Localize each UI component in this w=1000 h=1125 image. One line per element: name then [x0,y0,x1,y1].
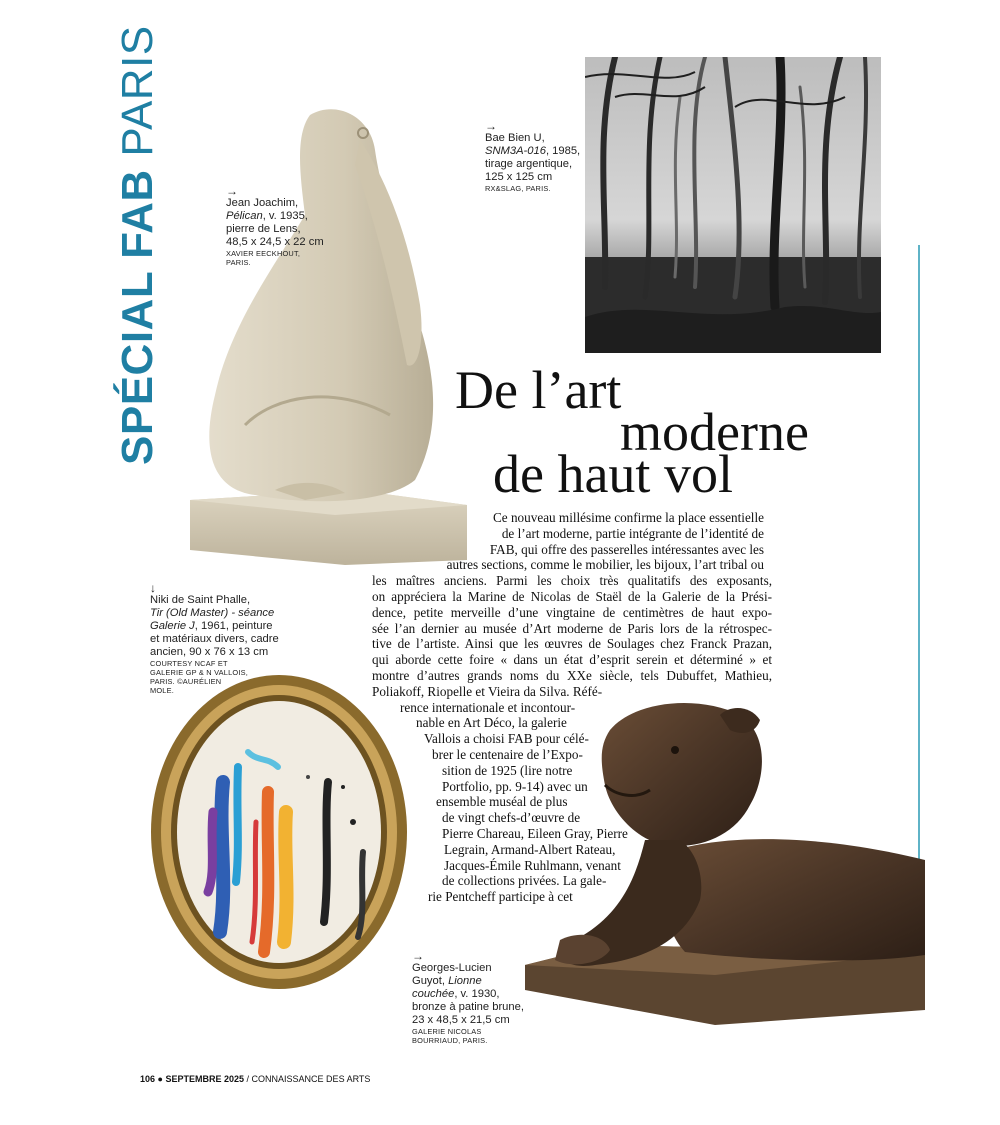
caption-niki-author: Niki de Saint Phalle, [150,594,251,606]
arrow-right-icon: → [226,184,238,198]
caption-lionne-details3: 23 x 48,5 x 21,5 cm [412,1014,510,1026]
body-line: FAB, qui offre des passerelles intéressantes avec les [489,541,764,557]
body-line: ensemble muséal de plus [436,794,568,810]
caption-niki-credit1: COURTESY NCAF ET [150,659,228,668]
body-line: nable en Art Déco, la galerie [416,715,567,731]
body-line: de vingt chefs-d’œuvre de [442,810,581,826]
body-line: brer le centenaire de l’Expo- [432,746,583,762]
body-line: Portfolio, pp. 9-14) avec un [442,778,588,794]
caption-lionne-credit1: GALERIE NICOLAS [412,1027,482,1036]
caption-lionne-credit2: BOURRIAUD, PARIS. [412,1036,488,1045]
arrow-right-icon: → [485,119,497,133]
page-number: 106 [140,1074,156,1084]
caption-niki-details3: ancien, 90 x 76 x 13 cm [150,646,269,658]
caption-photo-author: Bae Bien U, [485,132,545,144]
body-line: les maîtres anciens. Parmi les choix très qualitatifs des exposants, [372,573,772,589]
caption-pelican-credit2: PARIS. [226,258,251,267]
body-line: Vallois a choisi FAB pour célé- [424,731,589,747]
section-title-city: PARIS [113,25,162,157]
headline-line-1: De l’art [455,360,622,420]
caption-niki-details2: et matériaux divers, cadre [150,633,279,645]
caption-photo [485,120,580,193]
caption-photo-details2: tirage argentique, [485,158,573,170]
caption-lionne-title2: couchée [412,988,455,1000]
caption-pelican-details2: pierre de Lens, [226,223,301,235]
niki-painting-image [148,672,410,992]
body-line: autres sections, comme le mobilier, les bijoux, l’art tribal ou [446,557,764,573]
caption-niki-title2: Galerie J [150,620,195,632]
article-body [372,510,772,905]
body-line: de l’art moderne, partie intégrante de l’identité de [501,525,764,541]
body-line: Jacques-Émile Ruhlmann, venant [444,857,621,873]
page-footer [140,1074,370,1084]
caption-photo-details3: 125 x 125 cm [485,171,553,183]
body-line: de collections privées. La gale- [442,873,607,889]
body-line: Legrain, Armand-Albert Rateau, [444,841,616,857]
caption-lionne-details1: , v. 1930, [454,988,500,1000]
pelican-sculpture-image [185,95,475,565]
caption-lionne-author2: Guyot, [412,975,445,987]
caption-lionne [412,950,524,1045]
caption-niki-title1: Tir (Old Master) - séance [150,607,275,619]
caption-pelican [226,185,324,267]
body-line: tive de l’artiste. Ainsi que les œuvres de Soulages chez Franck Prazan, [372,636,772,652]
caption-niki [150,582,279,695]
body-line: montre d’autres grands noms du XXe siècle, tels Dubuffet, Mathieu, [372,667,772,683]
body-line: on appréciera la Marine de Nicolas de Staël de la Galerie de la Prési- [372,588,772,604]
caption-pelican-details1: , v. 1935, [262,210,308,222]
caption-lionne-details2: bronze à patine brune, [412,1001,524,1013]
caption-lionne-title1: Lionne [448,975,482,987]
caption-photo-credit1: RX&SLAG, PARIS. [485,184,551,193]
body-line: rence internationale et incontour- [400,699,576,715]
caption-photo-details1: , 1985, [545,145,581,157]
caption-niki-credit2: GALERIE GP & N VALLOIS, [150,668,248,677]
body-line: Pierre Chareau, Eileen Gray, Pierre [442,825,628,841]
body-line: dence, petite merveille d’une vingtaine de centimètres de haut expo- [372,604,772,620]
body-line: rie Pentcheff participe à cet [428,889,573,905]
caption-niki-details1: , 1961, peinture [194,620,273,632]
issue-month: SEPTEMBRE 2025 [165,1074,245,1084]
caption-niki-credit4: MOLE. [150,686,174,695]
headline-line-3: de haut vol [493,444,733,504]
caption-niki-credit3: PARIS. ©AURÉLIEN [150,677,222,686]
caption-lionne-author: Georges-Lucien [412,962,492,974]
arrow-right-icon: → [412,949,424,963]
caption-pelican-details3: 48,5 x 24,5 x 22 cm [226,236,324,248]
forest-photograph-image [585,57,881,353]
arrow-down-icon: ↓ [150,581,156,595]
body-line: Ce nouveau millésime confirme la place essentielle [493,510,764,525]
body-line: Poliakoff, Riopelle et Vieira da Silva. Réfé- [372,683,603,699]
caption-pelican-title: Pélican [226,210,263,222]
headline-line-2: moderne [620,402,809,462]
section-title [108,25,168,465]
caption-photo-title: SNM3A-016 [485,145,546,157]
caption-pelican-author: Jean Joachim, [226,197,299,209]
magazine-name: / CONNAISSANCE DES ARTS [246,1074,371,1084]
section-title-main: SPÉCIAL FAB [113,169,162,465]
body-line: sée l’an dernier au musée d’Art moderne de Paris lors de la rétrospec- [372,620,772,636]
body-line: sition de 1925 (lire notre [442,762,573,778]
caption-pelican-credit1: XAVIER EECKHOUT, [226,249,301,258]
body-line: qui aborde cette foire « dans un état d’esprit serein et déterminé » et [372,652,772,668]
bullet-icon: ● [157,1074,163,1084]
